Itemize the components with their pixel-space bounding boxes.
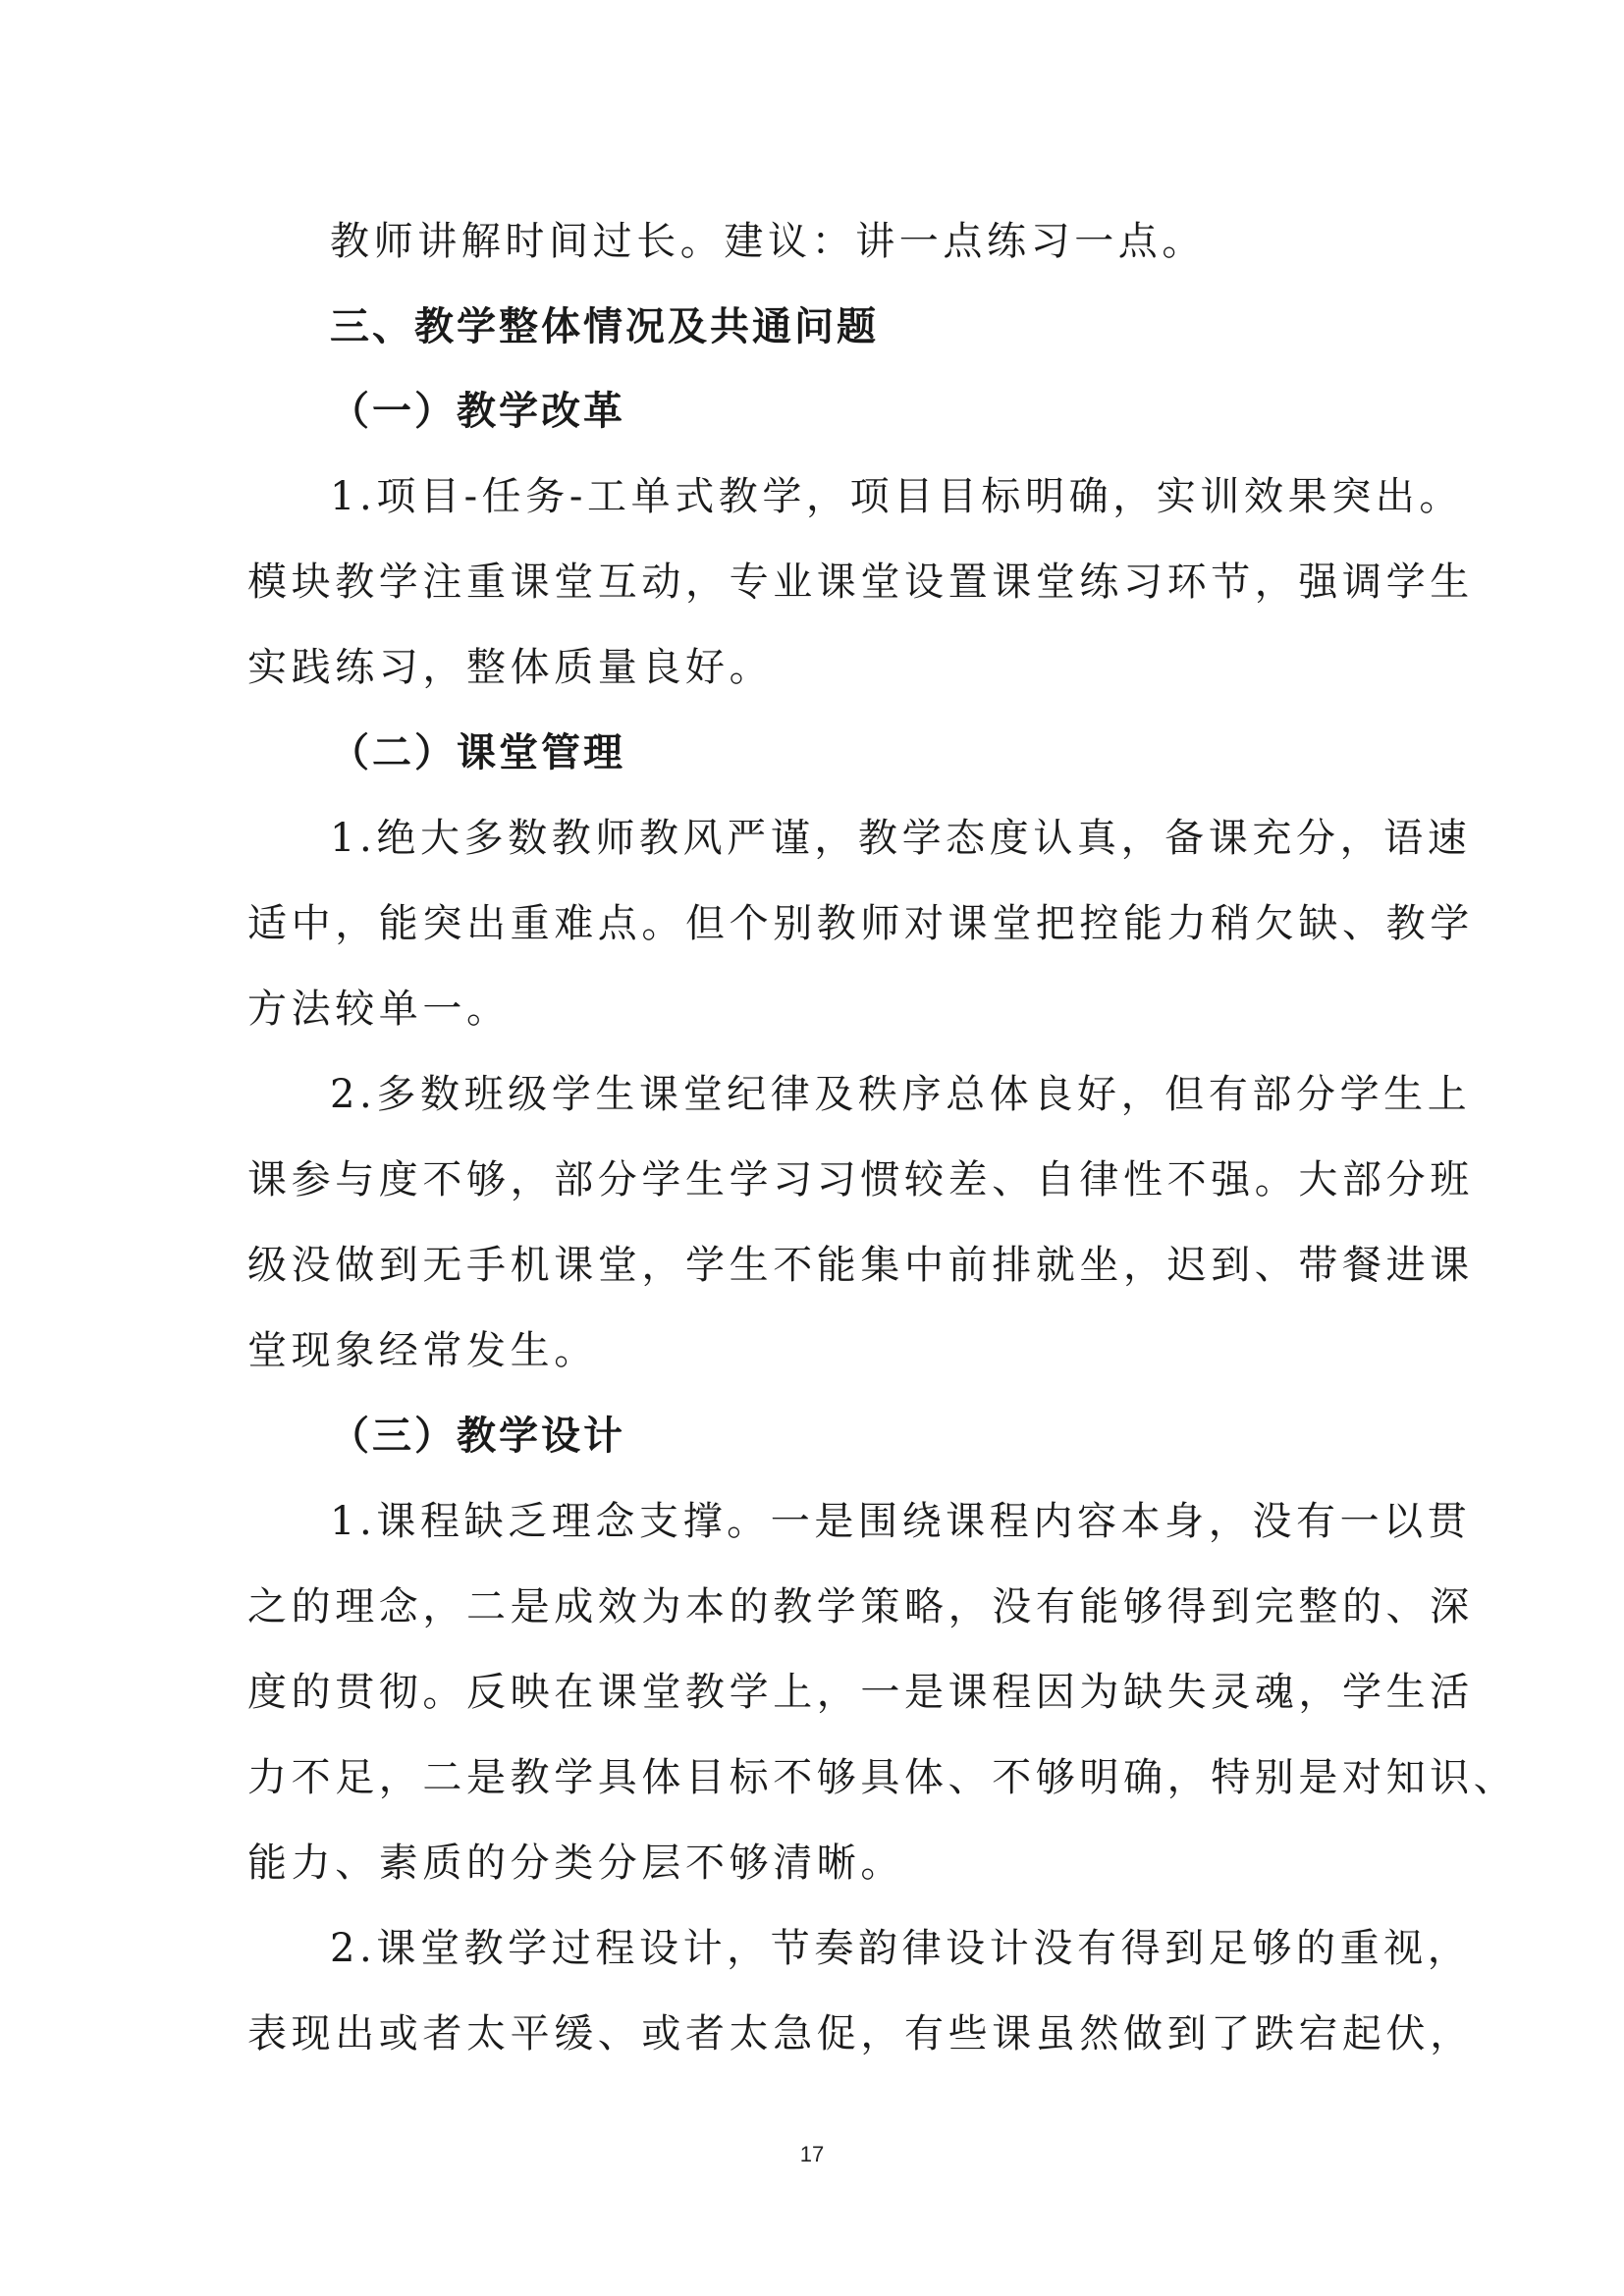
paragraph-line: 课参与度不够，部分学生学习习惯较差、自律性不强。大部分班 [247,1157,1474,1202]
paragraph-line: 方法较单一。 [247,987,511,1032]
paragraph-line: 度的贯彻。反映在课堂教学上，一是课程因为缺失灵魂，学生活 [247,1670,1474,1715]
paragraph-line: 1.课程缺乏理念支撑。一是围绕课程内容本身，没有一以贯 [330,1499,1472,1544]
paragraph-line: 力不足，二是教学具体目标不够具体、不够明确，特别是对知识、 [247,1755,1518,1800]
paragraph-line: 1.项目-任务-工单式教学，项目目标明确，实训效果突出。 [330,474,1463,519]
paragraph-line: 2.课堂教学过程设计，节奏韵律设计没有得到足够的重视， [330,1926,1472,1971]
paragraph-line: 教师讲解时间过长。建议：讲一点练习一点。 [330,219,1206,264]
paragraph-line: 实践练习，整体质量良好。 [247,645,774,690]
paragraph-line: 级没做到无手机课堂，学生不能集中前排就坐，迟到、带餐进课 [247,1243,1474,1288]
paragraph-line: 适中，能突出重难点。但个别教师对课堂把控能力稍欠缺、教学 [247,901,1474,946]
subsection-heading: （三）教学设计 [330,1414,625,1459]
paragraph-line: 表现出或者太平缓、或者太急促，有些课虽然做到了跌宕起伏， [247,2011,1474,2056]
subsection-heading: （二）课堂管理 [330,730,625,775]
paragraph-line: 之的理念，二是成效为本的教学策略，没有能够得到完整的、深 [247,1584,1474,1629]
paragraph-line: 模块教学注重课堂互动，专业课堂设置课堂练习环节，强调学生 [247,560,1474,605]
paragraph-line: 堂现象经常发生。 [247,1328,598,1373]
paragraph-line: 2.多数班级学生课堂纪律及秩序总体良好，但有部分学生上 [330,1072,1472,1117]
section-heading: 三、教学整体情况及共通问题 [330,304,879,349]
page-number: 17 [799,2142,825,2166]
paragraph-line: 能力、素质的分类分层不够清晰。 [247,1841,904,1886]
paragraph-line: 1.绝大多数教师教风严谨，教学态度认真，备课充分，语速 [330,816,1472,861]
subsection-heading: （一）教学改革 [330,389,625,434]
